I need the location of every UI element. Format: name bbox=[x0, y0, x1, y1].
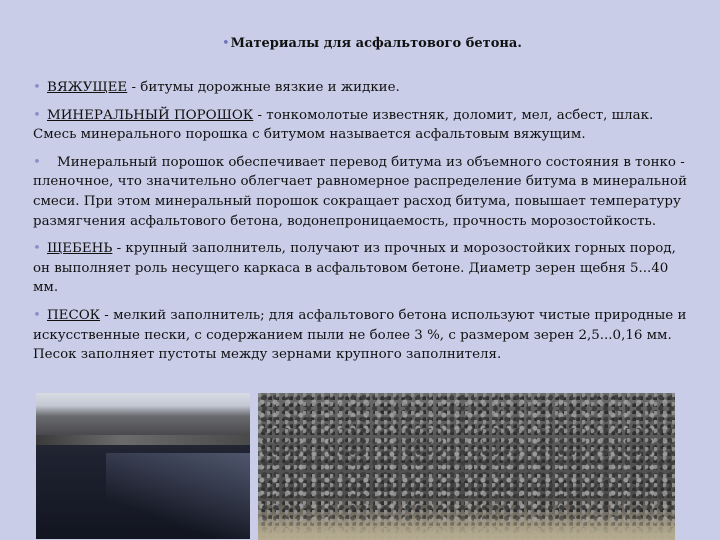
list-item-sand bbox=[33, 306, 688, 365]
term-mineral-powder: МИНЕРАЛЬНЫЙ ПОРОШОК bbox=[47, 107, 254, 123]
asphalt-paving-photo bbox=[36, 393, 250, 539]
term-crushed-stone: ЩЕБЕНЬ bbox=[47, 241, 113, 257]
definition-binder: - битумы дорожные вязкие и жидкие. bbox=[127, 80, 400, 95]
bullet-marker: • bbox=[33, 241, 41, 257]
definition-sand: - мелкий заполнитель; для асфальтового бетона используют чистые природные и искусственные пески, с содержанием пыли не более 3 %, с размером зерен 2,5...0,16 мм. Песок заполняет пустоты между зернами крупного заполнителя. bbox=[33, 307, 687, 363]
term-binder: ВЯЖУЩЕЕ bbox=[47, 80, 128, 95]
gravel-edge bbox=[258, 514, 675, 540]
list-item-mineral-powder bbox=[33, 106, 688, 145]
bullet-marker: • bbox=[33, 107, 41, 123]
title-text: Материалы для асфальтового бетона. bbox=[230, 36, 522, 51]
crushed-stone-photo bbox=[258, 393, 675, 540]
definition-powder-function: Минеральный порошок обеспечивает перевод битума из объемного состояния в тонко - пленочное, что значительно облегчает равномерное распределение битума в минеральной смеси. При этом минеральный порошок сокращает расход битума, повышает температуру размягчения асфальтового бетона, водонепроницаемость, прочность морозостойкость. bbox=[33, 154, 688, 229]
bullet-marker: • bbox=[33, 307, 41, 323]
fresh-asphalt-surface bbox=[106, 453, 250, 539]
list-item-binder bbox=[33, 78, 688, 98]
list-item-crushed-stone bbox=[33, 239, 688, 298]
paver-screed bbox=[36, 435, 250, 445]
definition-crushed-stone: - крупный заполнитель, получают из прочных и морозостойких горных пород, он выполняет роль несущего каркаса в асфальтовом бетоне. Диаметр зерен щебня 5...40 мм. bbox=[33, 241, 676, 296]
bullet-marker: • bbox=[33, 154, 41, 170]
paver-machine bbox=[36, 393, 250, 435]
title-bullet: • bbox=[222, 36, 230, 51]
content-body bbox=[33, 78, 688, 373]
bullet-marker: • bbox=[33, 80, 41, 95]
term-sand: ПЕСОК bbox=[47, 307, 101, 323]
list-item-powder-function bbox=[33, 153, 688, 231]
slide-title bbox=[222, 36, 522, 51]
definition-mineral-powder: - тонкомолотые известняк, доломит, мел, асбест, шлак. Смесь минерального порошка с битумом называется асфальтовым вяжущим. bbox=[33, 107, 654, 143]
